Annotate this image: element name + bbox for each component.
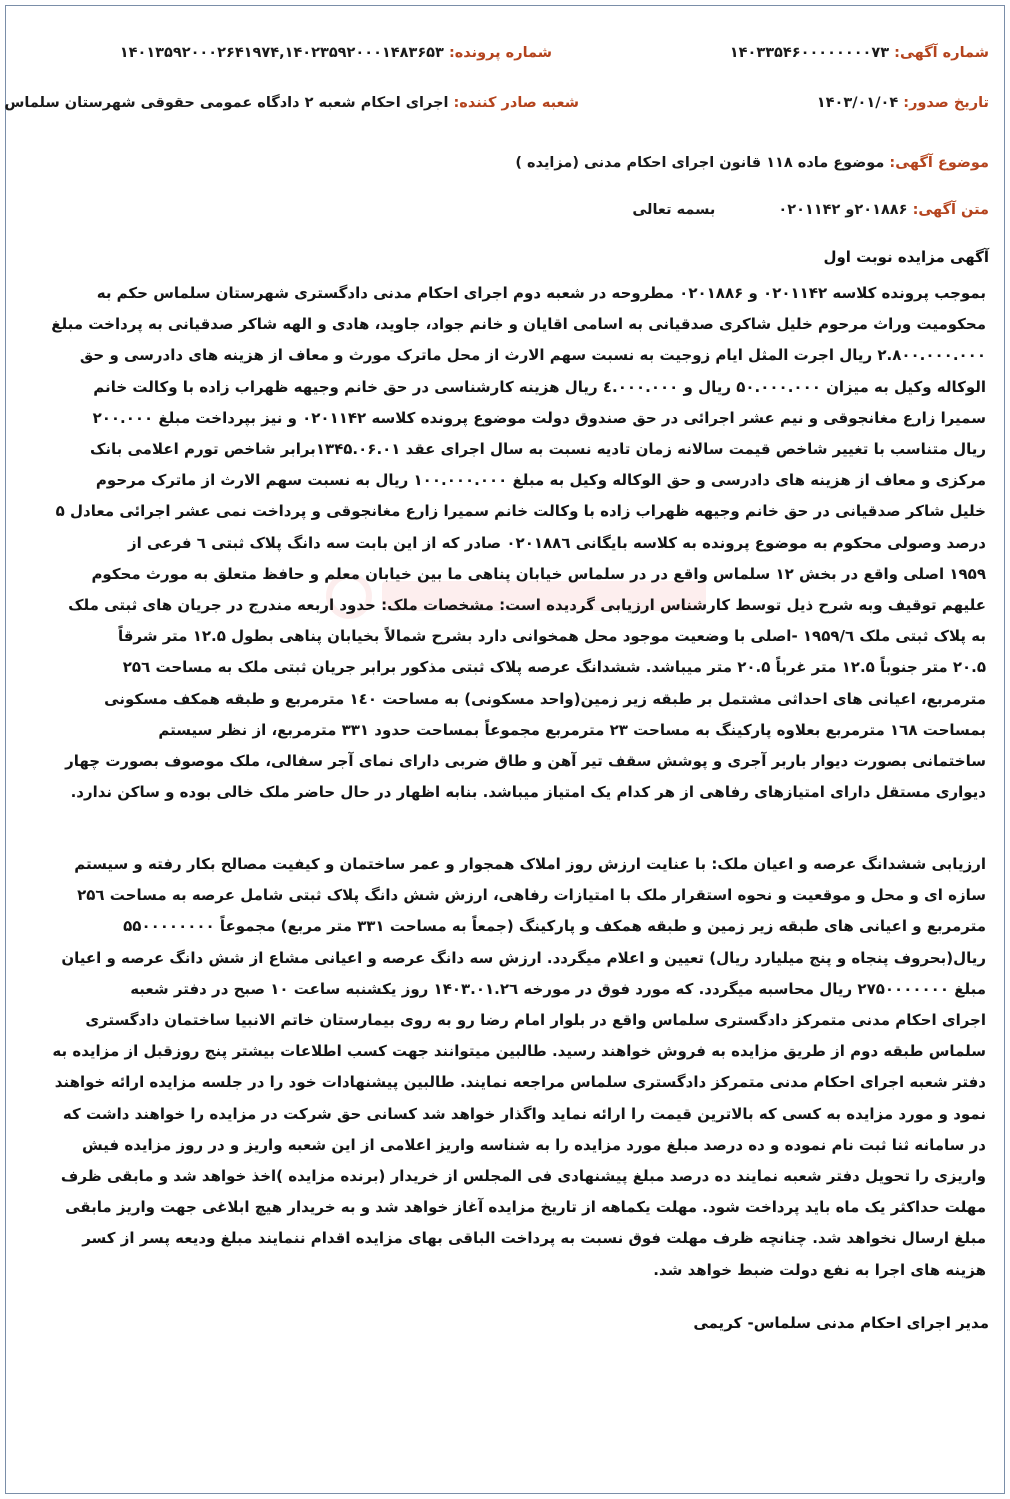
text-line: ریال متناسب با تغییر شاخص قیمت سالانه زمان تادیه نسبت به سال اجرای عقد ۱۳۴۵.۰۶.۰۱برابر شاخص تورم اعلامی بانک — [90, 440, 986, 459]
case-number-label: شماره پرونده: — [448, 45, 552, 61]
text-line: علیهم توقیف وبه شرح ذیل توسط کارشناس ارزیابی گردیده است: مشخصات ملک: حدود اربعه مندرج در جریان های ثبتی ملک — [68, 596, 986, 615]
issuer-label: شعبه صادر کننده: — [453, 95, 579, 111]
issue-date-label: تاریخ صدور: — [903, 95, 989, 111]
issue-date-value: ۱۴۰۳/۰۱/۰۴ — [816, 95, 899, 111]
text-line: بمساحت ۱٦۸ مترمربع بعلاوه پارکینگ به مساحت ۲۳ مترمربع مجموعاً بمساحت حدود ۳۳۱ مترمربع، از نظر سیستم — [158, 720, 986, 739]
text-label: متن آگهی: — [912, 202, 989, 218]
notice-frame — [5, 5, 1005, 1494]
text-line: درصد وصولی محکوم به موضوع پرونده به کلاسه بایگانی ۰۲۰۱۸۸٦ صادر که از این بابت سه دانگ پلاک ثبتی ٦ فرعی از — [128, 533, 986, 552]
text-line: ساختمانی بصورت دیوار باربر آجری و پوشش سقف تیر آهن و طاق ضربی دارای نمای آجر سفالی، ملک موصوف بصورت چهار — [65, 752, 986, 771]
issuer-value: اجرای احکام شعبه ۲ دادگاه عمومی حقوقی شهرستان سلماس — [4, 95, 449, 111]
text-line: مبلغ ارسال نخواهد شد. چنانچه ظرف مهلت فوق نسبت به پرداخت الباقی بهای مزایده اقدام ننمایند مبلغ ودیعه پسر از کسر — [82, 1229, 986, 1248]
issue-date — [817, 95, 989, 111]
notice-number — [730, 45, 989, 61]
text-line: در سامانه ثنا ثبت نام نموده و ده درصد مبلغ مورد مزایده را به شناسه واریز اعلامی از این شعبه واریز و در روز مزایده فیش — [82, 1135, 986, 1154]
text-line: الوکاله وکیل به میزان ۵۰.۰۰۰.۰۰۰ ریال و ٤.۰۰۰.۰۰۰ ریال هزینه کارشناسی در حق خانم وجیهه ظهراب زاده با وکالت خانم — [93, 377, 986, 396]
text-line: به پلاک ثبتی ملک ۱۹۵۹/٦ -اصلی با وضعیت موجود محل همخوانی دارد بشرح شمالاً بخیابان پناهی بطول ۱۲.۵ متر شرقاً — [117, 627, 986, 646]
paragraph-auction-terms — [16, 849, 986, 1286]
text-line: ریال(بحروف پنجاه و پنج میلیارد ریال) تعیین و اعلام میگردد. ارزش سه دانگ عرصه و اعیانی مشاع از شش دانگ عرصه و اعیان — [61, 948, 986, 967]
notice-number-value: ۱۴۰۳۳۵۴۶۰۰۰۰۰۰۰۰۷۳ — [729, 45, 890, 61]
signature: مدیر اجرای احکام مدنی سلماس- کریمی — [693, 1314, 989, 1332]
text-line: مترمربع، اعیانی های احداثی مشتمل بر طبقه زیر زمین(واحد مسکونی) به مساحت ۱٤۰ مترمربع و طبقه همکف مسکونی — [104, 689, 986, 708]
text-line: سازه ای و محل و موقعیت و نحوه استقرار ملک با امتیازات رفاهی، ارزش شش دانگ پلاک ثبتی شامل عرصه به مساحت ۲۵٦ — [77, 886, 986, 905]
notice-number-label: شماره آگهی: — [894, 45, 989, 61]
notice-document — [6, 6, 1004, 1493]
text-line: دفتر شعبه اجرای احکام مدنی متمرکز دادگستری سلماس مراجعه نمایند. طالبین پیشنهادات خود را در جلسه مزایده ارائه خواهند — [54, 1073, 986, 1092]
text-line: اجرای احکام مدنی متمرکز دادگستری سلماس واقع در بلوار امام رضا رو به روی بیمارستان خاتم الانبیا ساختمان دادگستری — [85, 1011, 986, 1030]
text-line: واریزی را تحویل دفتر شعبه نمایند ده درصد مبلغ پیشنهادی فی المجلس از خریدار (برنده مزایده )اخذ خواهد شد و مابقی ظرف — [60, 1167, 986, 1186]
text-line: ۲.۸۰۰.۰۰۰.۰۰۰ ریال اجرت المثل ایام زوجیت به نسبت سهم الارث از محل ماترک مورث و معاف از هزینه های دادرسی و حق — [79, 346, 986, 365]
text-line: نمود و مورد مزایده به کسی که بالاترین قیمت را ارائه نماید واگذار خواهد شد کسانی حق شرکت در مزایده را خواهند داشت که — [62, 1104, 986, 1123]
case-number-value: ۱۴۰۱۳۵۹۲۰۰۰۲۶۴۱۹۷۴,۱۴۰۲۳۵۹۲۰۰۰۱۴۸۳۶۵۳ — [119, 45, 444, 61]
issuer — [4, 95, 579, 111]
text-line: بموجب پرونده کلاسه ۰۲۰۱۱۴۲ و ۰۲۰۱۸۸۶ مطروحه در شعبه دوم اجرای احکام مدنی دادگستری شهرستان سلماس حکم به — [96, 284, 986, 302]
text-line: ارزیابی ششدانگ عرصه و اعیان ملک: با عنایت ارزش روز املاک همجوار و عمر ساختمان و کیفیت مصالح بکار رفته و سیستم — [74, 855, 986, 873]
subject-label: موضوع آگهی: — [889, 155, 989, 171]
text-line: دیواری مستقل دارای امتیازهای رفاهی از هر کدام یک امتیاز میباشد. بنابه اظهار در حال حاضر ملک خالی بوده و ساکن ندارد. — [70, 783, 986, 802]
notice-text-heading — [632, 202, 989, 218]
subject-value: موضوع ماده ۱۱۸ قانون اجرای احکام مدنی (مزایده ) — [515, 155, 885, 171]
text-line: خلیل شاکر صدقیانی در حق خانم وجیهه ظهراب زاده با وکالت خانم سمیرا زارع مغانجوقی و پرداخت نمی عشر اجرائی معادل ۵ — [55, 502, 986, 521]
text-line: مبلغ ۲۷۵۰۰۰۰۰۰۰ ریال محاسبه میگردد. که مورد فوق در مورخه ۱۴۰۳.۰۱.۲٦ روز یکشنبه ساعت ۱۰ صبح در دفتر شعبه — [130, 979, 986, 998]
text-line: محکومیت وراث مرحوم خلیل شاکری صدقیانی به اسامی اقایان و خانم جواد، جاوید، هادی و الهه شاکر صدقیانی به پرداخت مبلغ — [51, 315, 986, 334]
text-line: هزینه های اجرا به نفع دولت ضبط خواهد شد. — [653, 1260, 986, 1279]
text-line: سلماس طبقه دوم از طریق مزایده به فروش خواهند رسید. طالبین میتوانند جهت کسب اطلاعات بیشتر پنج روزقبل از مزایده به — [52, 1042, 986, 1061]
paragraph-property-description — [16, 278, 986, 808]
basmala: بسمه تعالی — [632, 202, 716, 218]
text-line: مترمربع و اعیانی های طبقه زیر زمین و طبقه همکف و پارکینگ (جمعاً به مساحت ۳۳۱ متر مربع) مجموعاً ۵۵۰۰۰۰۰۰۰۰ — [123, 917, 986, 936]
text-refs: ۲۰۱۸۸۶و ۰۲۰۱۱۴۲ — [778, 202, 908, 218]
text-line: ۱۹۵۹ اصلی واقع در بخش ۱۲ سلماس واقع در در سلماس خیابان پناهی ما بین خیابان معلم و حافظ متعلق به مورث محکوم — [91, 564, 986, 583]
auction-heading: آگهی مزایده نوبت اول — [823, 248, 989, 266]
text-line: مرکزی و معاف از هزینه های دادرسی و حق الوکاله وکیل به مبلغ ۱۰۰.۰۰۰.۰۰۰ ریال به نسبت سهم الارث از ماترک مرحوم — [95, 471, 986, 490]
case-number — [120, 45, 552, 61]
text-line: ۲۰.۵ متر جنوباً ۱۲.۵ متر غرباً ۲۰.۵ متر میباشد. ششدانگ عرصه پلاک ثبتی مذکور برابر جریان ثبتی ملک به مساحت ۲۵٦ — [122, 658, 986, 677]
notice-subject — [515, 155, 989, 171]
text-line: مهلت حداکثر یک ماه باید پرداخت شود. مهلت یکماهه از تاریخ مزایده آغاز خواهد شد و به خریدار هیچ ابلاغی جهت واریز مابقی — [65, 1198, 986, 1217]
text-line: سمیرا زارع مغانجوقی و نیم عشر اجرائی در حق صندوق دولت موضوع پرونده کلاسه ۰۲۰۱۱۴۲ و نیز بپرداخت مبلغ ۲۰۰.۰۰۰ — [92, 408, 986, 427]
